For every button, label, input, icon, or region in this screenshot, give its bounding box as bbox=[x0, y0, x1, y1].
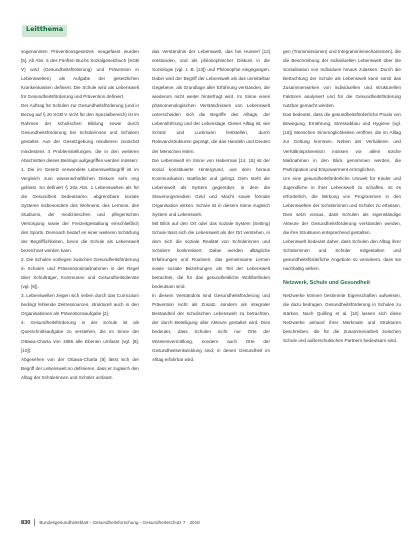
paragraph: Um eine gesundheitsförderliche Umwelt für Kinder und Jugendliche in ihrer Lebenswelt zu schaffen, ist es erforderlich, die Wirkung von Programmen in den Lebenswelten der Schülerinnen und Schüler zu erfassen. Dies setzt voraus, dass Schulen als eigenständige Akteure der Gesundheitsförderung verstanden werden, die ihre Strukturen entsprechend gestalten. bbox=[283, 175, 401, 235]
section-heading: Netzwerk, Schule und Gesundheit bbox=[283, 280, 370, 287]
list-item: 3. Lebenswelten zeigen sich neben durch das Curriculum bedingt fehlende Zeitressourcen, strukturell auch in den Organisationen als Präventionsaufgabe [2]. bbox=[21, 293, 139, 317]
page-footer bbox=[21, 519, 393, 526]
paragraph: Abgesehen von der Ottawa-Charta [8] lässt sich der Begriff der Lebenswelt so definieren, dass er zugleich den Alltag der Schülerinnen und Schüler umfasst. bbox=[21, 356, 139, 380]
list-item: 2. Die Schulen vorliegen zwischen Gesundheitsförderung in Schulen und Präventionsmaßnahmen in der Regel über Schulträger, Kommunen und Gesundheitsdienste (vgl. [6]). bbox=[21, 257, 139, 290]
footer-divider bbox=[34, 519, 35, 526]
paragraph: Lebenswelt bedeutet daher, dass Schulen den Alltag ihrer Schülerinnen und Schüler mitgestalten und gesundheitsförderliche Angebote so verankern, dass sie nachhaltig wirken. bbox=[283, 238, 401, 272]
paragraph: das Verständnis der Lebenswelt, das bei Husserl [12] entstanden, und als philosophischer Diskurs in die Soziologie (vgl. z. B. [13]) und Philosophie eingegangen. Dabei wird der Begriff der Lebenswelt als das unmittelbar Gegebene, als Grundlage aller Erfahrung verstanden, die wiederum nicht weiter hinterfragt wird. Im Sinne eines phänomenologischen Verständnisses von Lebenswelt unterscheiden sich die Begriffe des Alltags, der Lebensführung und der Lebenslage. Dieser Alltag ist, wie Schütz und Luckmann feststellen, durch Relevanzstrukturen geprägt, die das Handeln und Deuten der Menschen leiten. bbox=[152, 49, 270, 154]
paragraph: Mit Blick auf den Ort oder das soziale System (Setting) Schule lässt sich die Lebenswelt als der Ort verstehen, in dem sich die soziale Realität von Schülerinnen und Schülern konkretisiert. Dabei werden alltägliche Erfahrungen und Routinen, das gemeinsame Lernen sowie soziale Beziehungen als Teil der Lebenswelt betrachtet, die für das gesundheitliche Wohlbefinden bedeutsam sind. bbox=[152, 220, 270, 290]
paragraph: Netzwerke können bestimmte Eigenschaften aufweisen, die dazu beitragen, Gesundheitsförderung in Schulen zu stärken. Nach Quilling et al. [10] lassen sich diese Netzwerke anhand ihrer Merkmale und Strukturen beschreiben, die für die Zusammenarbeit zwischen Schule und außerschulischen Partnern bedeutsam sind. bbox=[283, 293, 401, 344]
paragraph: Der Auftrag für Schulen zur Gesundheitsförderung (und in Bezug auf § 20 SGB V nicht für den Spezialbereich) ist im Rahmen der schulischen Bildung sowie durch Gesundheitsförderung bei Schülerinnen und Schülern gestaltet. Aus der Gesetzgebung resultieren zunächst mindestens 4 Problemstellungen, die in den weiteren Abschnitten dieses Beitrags aufgegriffen werden müssen: bbox=[21, 103, 139, 163]
text-column-middle bbox=[152, 47, 270, 364]
section-tag: Leitthema bbox=[22, 25, 67, 37]
paragraph: Das bedeutet, dass die gesundheitsförderliche Praxis von Bewegung, Ernährung, Stressabbau und Hygiene (vgl. [16]) Menschen Sinnmöglichkeiten eröffnet, die im Alltag zur Geltung kommen. Neben der Verhaltens- und Verhältnisprävention müssen vor allem solche Maßnahmen in den Blick genommen werden, die Partizipation und Empowerment ermöglichen. bbox=[283, 112, 401, 172]
list-item: 1. Die im Gesetz verwendete Lebensweltbegriff ist im Vergleich zum wissenschaftlichen Diskurs sehr eng gefasst. So definiert § 20a Abs. 1 Lebenswelten als für die Gesundheit bedeutsame, abgrenzbare soziale Systeme insbesondere des Wohnens, des Lernens, des Studiums, der medizinischen und pflegerischen Versorgung sowie der Freizeitgestaltung einschließlich des Sports. Demnach bedarf es einer weiteren Schärfung der Begrifflichkeiten, bevor die Schule als Lebenswelt bezeichnet werden kann. bbox=[21, 166, 139, 254]
paragraph: In diesem Verständnis sind Gesundheitsförderung und Prävention nicht als Zusatz, sondern als integraler Bestandteil der schulischen Lebenswelt zu betrachten, der durch Beteiligung aller Akteure gestaltet wird. Dies bedeutet, dass Schulen nicht nur Orte der Wissensvermittlung, sondern auch Orte der Gesundheitsentwicklung sind, in denen Gesundheit im Alltag erfahrbar wird. bbox=[152, 293, 270, 362]
list-item: 4. Gesundheitsförderung in der Schule ist als Querschnittsaufgabe zu verstehen, die im Sinne der Ottawa-Charta von 1986 alle Ebenen umfasst (vgl. [8], [10]). bbox=[21, 320, 139, 353]
paragraph: gen (Transmissionen) und Integrationsmechanismen), die die Beschreibung der individuellen Lebenswelt über die Sozialisation von Individuen hinaus zulassen. Durch die Betrachtung der Schule als Lebenswelt kann somit das Zusammenwirken von individuellen und strukturellen Faktoren analysiert und für die Gesundheitsförderung nutzbar gemacht werden. bbox=[283, 49, 401, 109]
page-number: 830 bbox=[21, 519, 31, 526]
journal-citation: Bundesgesundheitsblatt - Gesundheitsforschung - Gesundheitsschutz 7 · 2018 bbox=[39, 520, 200, 525]
paragraph: Die Lebenswelt im Sinne von Habermas [14, 15] ist der sozial konstituierte Hintergrund, aus dem heraus Kommunikation stattfindet und gelingt. Dem steht die Lebenswelt als System gegenüber, in dem die Steuerungsmedien Geld und Macht sowie formale Organisation wirken. Schule ist in diesem Sinne zugleich System und Lebenswelt. bbox=[152, 157, 270, 217]
text-column-left bbox=[21, 47, 139, 382]
paragraph: sogenannten Präventionsgesetzes neugefasst wurden [5]. Ab Abs. 5 des Fünften Buchs Sozialgesetzbuch (SGB V) wird (Gesundheitsförderung) und Prävention in Lebenswelten) als Aufgabe der gesetzlichen Krankenkassen definiert. Die Schule wird als Lebenswelt für Gesundheitsförderung und Prävention definiert. bbox=[21, 49, 139, 100]
text-column-right bbox=[283, 47, 401, 345]
numbered-list bbox=[21, 165, 139, 355]
